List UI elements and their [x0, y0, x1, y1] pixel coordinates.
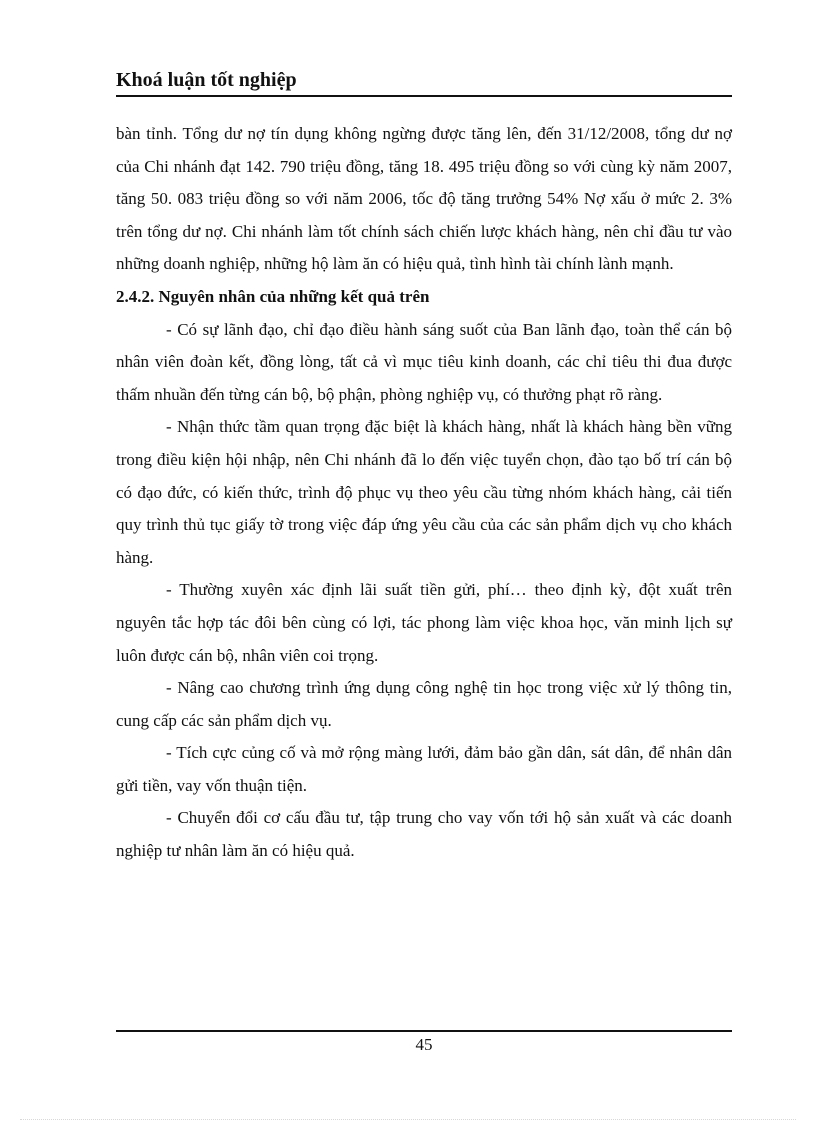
paragraph-investment: - Chuyển đổi cơ cấu đầu tư, tập trung cho vay vốn tới hộ sản xuất và các doanh nghiệp tư nhân làm ăn có hiệu quả.	[116, 808, 732, 861]
section-heading: 2.4.2. Nguyên nhân của những kết quả trên	[116, 286, 430, 306]
intro-paragraph: bàn tỉnh. Tổng dư nợ tín dụng không ngừng được tăng lên, đến 31/12/2008, tổng dư nợ của Chi nhánh đạt 142. 790 triệu đồng, tăng 18. 495 triệu đồng so với cùng kỳ năm 2007, tăng 50. 083 triệu đồng so với năm 2006, tốc độ tăng trưởng 54% Nợ xấu ở mức 2. 3% trên tổng dư nợ. Chi nhánh làm tốt chính sách chiến lược khách hàng, nên chỉ đầu tư vào những doanh nghiệp, những hộ làm ăn có hiệu quả, tình hình tài chính lành mạnh.	[116, 124, 732, 274]
page-number: 45	[415, 1035, 433, 1054]
page-edge-dotted-line	[20, 1119, 796, 1120]
paragraph-technology: - Nâng cao chương trình ứng dụng công nghệ tin học trong việc xử lý thông tin, cung cấp các sản phẩm dịch vụ.	[116, 678, 732, 730]
paragraph-network: - Tích cực củng cố và mở rộng màng lưới, đảm bảo gần dân, sát dân, để nhân dân gửi tiền, vay vốn thuận tiện.	[116, 743, 732, 795]
paragraph-leadership: - Có sự lãnh đạo, chỉ đạo điều hành sáng suốt của Ban lãnh đạo, toàn thể cán bộ nhân viên đoàn kết, đồng lòng, tất cả vì mục tiêu kinh doanh, các chỉ tiêu thi đua được thấm nhuần đến từng cán bộ, bộ phận, phòng nghiệp vụ, có thưởng phạt rõ ràng.	[116, 319, 732, 404]
paragraph-customer-awareness: - Nhận thức tầm quan trọng đặc biệt là khách hàng, nhất là khách hàng bền vững trong điều kiện hội nhập, nên Chi nhánh đã lo đến việc tuyển chọn, đào tạo bố trí cán bộ có đạo đức, có kiến thức, trình độ phục vụ theo yêu cầu từng nhóm khách hàng, cải tiến quy trình thủ tục giấy tờ trong việc đáp ứng yêu cầu của các sản phẩm dịch vụ cho khách hàng.	[116, 417, 732, 567]
paragraph-interest-rates: - Thường xuyên xác định lãi suất tiền gửi, phí… theo định kỳ, đột xuất trên nguyên tắc hợp tác đôi bên cùng có lợi, tác phong làm việc khoa học, văn minh lịch sự luôn được cán bộ, nhân viên coi trọng.	[116, 580, 732, 665]
header-divider	[116, 95, 732, 97]
running-header-title: Khoá luận tốt nghiệp	[116, 69, 297, 91]
page-body	[116, 118, 732, 868]
footer-divider	[116, 1030, 732, 1032]
